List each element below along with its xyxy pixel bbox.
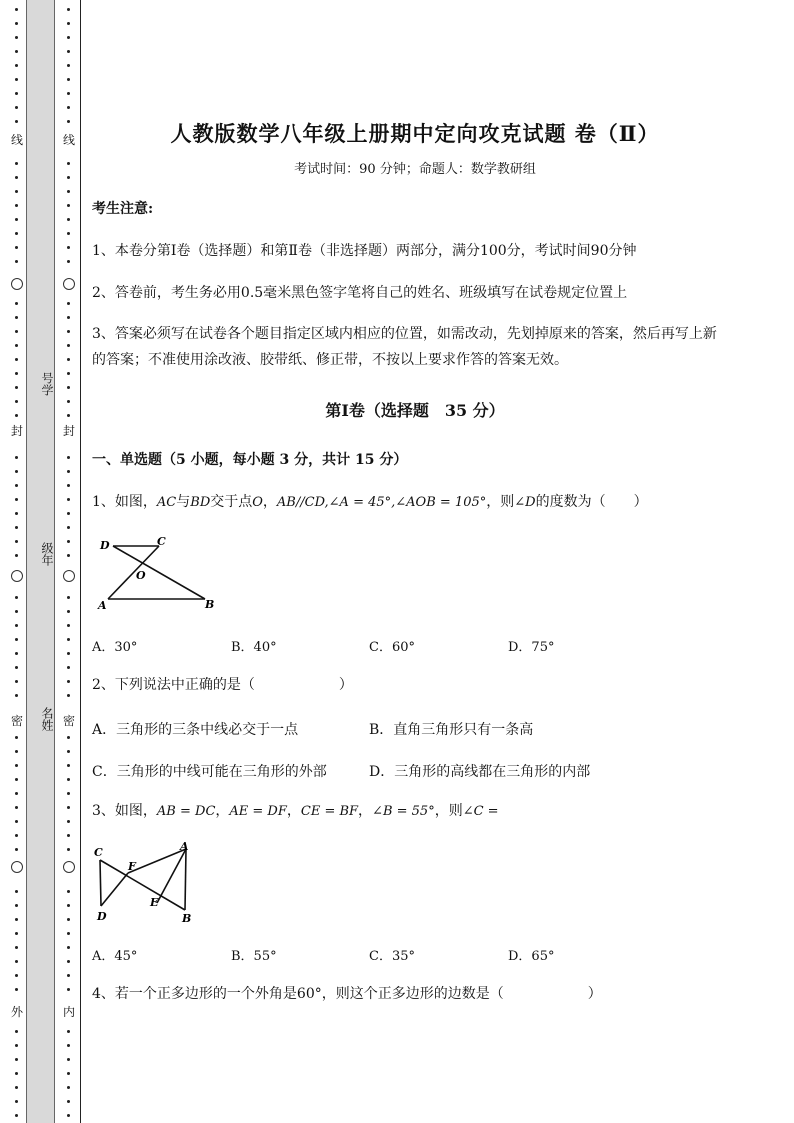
binding-dot — [15, 988, 18, 991]
outer-circle-mark — [11, 570, 23, 582]
point-label-c: C — [94, 846, 103, 859]
binding-dot — [15, 372, 18, 375]
outer-circle-mark — [11, 861, 23, 873]
binding-dot — [15, 386, 18, 389]
notice-heading: 考生注意: — [92, 201, 154, 217]
binding-dot — [67, 680, 70, 683]
binding-dot — [15, 36, 18, 39]
binding-dot — [15, 1072, 18, 1075]
binding-dot — [67, 120, 70, 123]
binding-dot — [67, 918, 70, 921]
binding-dot — [15, 848, 18, 851]
binding-dot — [67, 988, 70, 991]
exam-subtitle: 考试时间：90 分钟；命题人：数学教研组 — [294, 162, 536, 177]
binding-dot — [15, 820, 18, 823]
question-3-figure — [92, 840, 202, 928]
binding-dot — [67, 1114, 70, 1117]
outer-binding-char: 线 — [10, 133, 23, 147]
binding-dot — [15, 64, 18, 67]
binding-dot — [15, 92, 18, 95]
point-label-e: E — [150, 896, 159, 909]
inner-circle-mark — [63, 570, 75, 582]
binding-dot — [67, 764, 70, 767]
binding-dot — [67, 22, 70, 25]
grade-label: 级年 — [40, 542, 54, 566]
question-2-option-b[interactable]: B．直角三角形只有一条高 — [369, 722, 534, 738]
binding-dot — [15, 764, 18, 767]
binding-dot — [15, 652, 18, 655]
binding-dot — [67, 204, 70, 207]
binding-dot — [15, 806, 18, 809]
binding-dot — [15, 526, 18, 529]
binding-dot — [67, 904, 70, 907]
binding-dot — [15, 8, 18, 11]
binding-dot — [15, 512, 18, 515]
part-heading: 一、单选题（5 小题，每小题 3 分，共计 15 分） — [92, 452, 408, 468]
binding-dot — [15, 1058, 18, 1061]
binding-dot — [67, 1058, 70, 1061]
name-label: 名姓 — [40, 707, 54, 731]
binding-dot — [67, 512, 70, 515]
question-1-option-d[interactable]: D．75° — [508, 640, 555, 655]
question-3-option-b[interactable]: B．55° — [231, 949, 277, 964]
binding-dot — [67, 946, 70, 949]
binding-dot — [67, 176, 70, 179]
binding-dot — [15, 904, 18, 907]
binding-dot — [15, 834, 18, 837]
point-label-a: A — [98, 599, 107, 612]
binding-dot — [67, 624, 70, 627]
binding-dot — [15, 204, 18, 207]
binding-dot — [67, 610, 70, 613]
binding-dot — [67, 106, 70, 109]
binding-dot — [15, 1086, 18, 1089]
section-title: 第Ⅰ卷（选择题 35 分） — [325, 401, 505, 420]
binding-dot — [15, 680, 18, 683]
binding-dot — [67, 806, 70, 809]
binding-dot — [67, 1100, 70, 1103]
binding-dot — [15, 554, 18, 557]
question-2-option-c[interactable]: C．三角形的中线可能在三角形的外部 — [92, 764, 327, 780]
binding-dot — [15, 1100, 18, 1103]
question-1-option-c[interactable]: C．60° — [369, 640, 415, 655]
binding-dot — [67, 302, 70, 305]
binding-dot — [15, 414, 18, 417]
exam-title: 人教版数学八年级上册期中定向攻克试题 卷（Ⅱ） — [170, 121, 660, 146]
binding-dot — [67, 932, 70, 935]
binding-dot — [67, 316, 70, 319]
binding-dot — [15, 778, 18, 781]
outer-binding-column — [10, 0, 24, 1123]
binding-dot — [67, 890, 70, 893]
notice-item: 的答案；不准使用涂改液、胶带纸、修正带，不按以上要求作答的答案无效。 — [92, 352, 568, 368]
binding-dot — [67, 652, 70, 655]
notice-item: 1、本卷分第Ⅰ卷（选择题）和第Ⅱ卷（非选择题）两部分，满分100分，考试时间90分钟 — [92, 243, 637, 259]
binding-dot — [67, 64, 70, 67]
binding-dot — [67, 750, 70, 753]
binding-dot — [15, 1114, 18, 1117]
question-1-option-a[interactable]: A．30° — [92, 640, 138, 655]
binding-dot — [15, 246, 18, 249]
notice-item: 2、答卷前，考生务必用0.5毫米黑色签字笔将自己的姓名、班级填写在试卷规定位置上 — [92, 285, 628, 301]
question-2-stem: 2、下列说法中正确的是（ ） — [92, 677, 353, 693]
point-label-d: D — [97, 910, 107, 923]
binding-dot — [67, 778, 70, 781]
binding-dot — [67, 1072, 70, 1075]
binding-dot — [15, 1030, 18, 1033]
binding-dot — [15, 22, 18, 25]
binding-dot — [67, 1030, 70, 1033]
binding-dot — [67, 820, 70, 823]
inner-binding-char: 内 — [62, 1005, 75, 1019]
binding-dot — [15, 106, 18, 109]
student-info-strip — [26, 0, 55, 1123]
binding-dot — [15, 162, 18, 165]
binding-dot — [15, 400, 18, 403]
outer-binding-char: 密 — [10, 714, 23, 728]
outer-circle-mark — [11, 278, 23, 290]
binding-dot — [67, 596, 70, 599]
question-1-option-b[interactable]: B．40° — [231, 640, 277, 655]
question-2-option-d[interactable]: D．三角形的高线都在三角形的内部 — [369, 764, 591, 780]
binding-dot — [15, 610, 18, 613]
binding-dot — [15, 736, 18, 739]
point-label-d: D — [100, 539, 110, 552]
binding-dot — [67, 8, 70, 11]
binding-dot — [15, 890, 18, 893]
binding-dot — [15, 918, 18, 921]
binding-dot — [15, 946, 18, 949]
binding-dot — [15, 50, 18, 53]
binding-dot — [67, 470, 70, 473]
binding-dot — [15, 358, 18, 361]
binding-dot — [67, 36, 70, 39]
binding-dot — [15, 694, 18, 697]
binding-dot — [15, 344, 18, 347]
question-1-figure — [96, 533, 220, 613]
point-label-a: A — [180, 840, 189, 853]
binding-dot — [15, 330, 18, 333]
binding-dot — [67, 190, 70, 193]
inner-circle-mark — [63, 278, 75, 290]
inner-binding-char: 线 — [62, 133, 75, 147]
binding-dot — [67, 960, 70, 963]
binding-dot — [67, 974, 70, 977]
binding-dot — [15, 190, 18, 193]
binding-dot — [15, 456, 18, 459]
binding-dot — [15, 176, 18, 179]
binding-dot — [67, 50, 70, 53]
binding-dot — [67, 456, 70, 459]
inner-binding-column — [62, 0, 76, 1123]
binding-dot — [67, 414, 70, 417]
question-2-option-a[interactable]: A．三角形的三条中线必交于一点 — [92, 722, 299, 738]
binding-dot — [67, 78, 70, 81]
binding-dot — [67, 218, 70, 221]
binding-dot — [67, 232, 70, 235]
binding-dot — [67, 694, 70, 697]
point-label-b: B — [182, 912, 192, 925]
question-3-option-c[interactable]: C．35° — [369, 949, 415, 964]
binding-dot — [15, 596, 18, 599]
question-1-stem: 1、如图，AC与BD交于点O，AB//CD,∠A = 45°,∠AOB = 105°，则∠D的度数为（ ） — [92, 494, 648, 510]
question-3-stem: 3、如图，AB = DC，AE = DF，CE = BF，∠B = 55°，则∠C = — [92, 803, 499, 819]
inner-binding-char: 封 — [62, 424, 75, 438]
binding-dot — [67, 162, 70, 165]
point-label-o: O — [136, 569, 146, 582]
binding-dot — [15, 302, 18, 305]
point-label-f: F — [128, 860, 136, 873]
binding-dot — [15, 540, 18, 543]
binding-dot — [15, 750, 18, 753]
binding-dot — [67, 246, 70, 249]
binding-dot — [67, 792, 70, 795]
binding-dot — [67, 540, 70, 543]
binding-dot — [67, 848, 70, 851]
binding-dot — [15, 120, 18, 123]
binding-dot — [15, 974, 18, 977]
binding-dot — [15, 1044, 18, 1047]
binding-dot — [67, 260, 70, 263]
question-4-stem: 4、若一个正多边形的一个外角是60°，则这个正多边形的边数是（ ） — [92, 986, 602, 1002]
binding-dot — [67, 372, 70, 375]
binding-dot — [67, 330, 70, 333]
binding-dot — [67, 554, 70, 557]
binding-dot — [67, 358, 70, 361]
binding-dot — [15, 316, 18, 319]
binding-dot — [67, 386, 70, 389]
binding-dot — [67, 1086, 70, 1089]
binding-dot — [67, 834, 70, 837]
binding-dot — [15, 932, 18, 935]
binding-dot — [15, 498, 18, 501]
binding-dot — [15, 470, 18, 473]
binding-dot — [67, 400, 70, 403]
binding-border-line — [80, 0, 81, 1123]
binding-dot — [67, 344, 70, 347]
outer-binding-char: 外 — [10, 1005, 23, 1019]
notice-item: 3、答案必须写在试卷各个题目指定区域内相应的位置，如需改动，先划掉原来的答案，然后再写上新 — [92, 326, 717, 342]
binding-dot — [67, 526, 70, 529]
binding-dot — [15, 638, 18, 641]
binding-dot — [15, 218, 18, 221]
binding-dot — [67, 736, 70, 739]
binding-dot — [15, 792, 18, 795]
inner-binding-char: 密 — [62, 714, 75, 728]
point-label-c: C — [157, 535, 166, 548]
binding-dot — [67, 638, 70, 641]
binding-dot — [67, 92, 70, 95]
binding-dot — [15, 260, 18, 263]
binding-dot — [15, 666, 18, 669]
point-label-b: B — [205, 598, 215, 611]
question-3-option-d[interactable]: D．65° — [508, 949, 555, 964]
binding-dot — [15, 484, 18, 487]
question-3-option-a[interactable]: A．45° — [92, 949, 138, 964]
binding-dot — [67, 498, 70, 501]
outer-binding-char: 封 — [10, 424, 23, 438]
binding-dot — [15, 960, 18, 963]
binding-dot — [15, 624, 18, 627]
student-id-label: 号学 — [40, 372, 54, 396]
binding-dot — [67, 1044, 70, 1047]
binding-dot — [15, 232, 18, 235]
binding-dot — [15, 78, 18, 81]
inner-circle-mark — [63, 861, 75, 873]
binding-dot — [67, 666, 70, 669]
binding-dot — [67, 484, 70, 487]
